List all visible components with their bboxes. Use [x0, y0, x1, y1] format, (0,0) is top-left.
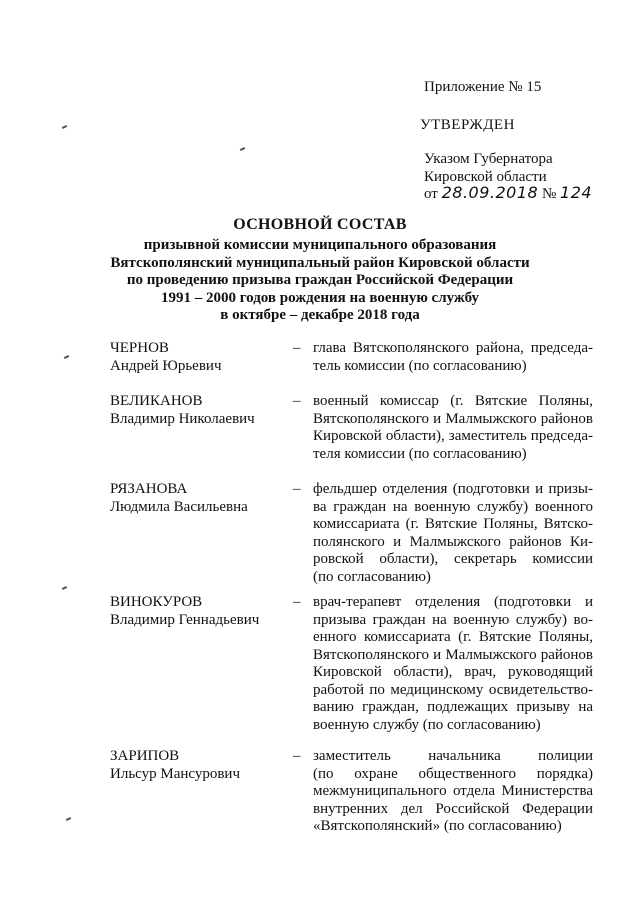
member-given-names: Людмила Васильевна: [110, 498, 248, 515]
decree-line-1: Указом Губернатора: [424, 151, 553, 167]
member-role-line: (по охране общественного порядка): [313, 765, 593, 782]
member-role-line: ванию граждан, подлежащих призыву на: [313, 699, 593, 715]
member-role-line: «Вятскополянский» (по согласованию): [313, 818, 562, 834]
scan-mark: [62, 586, 67, 590]
member-role-line: полянского и Малмыжского районов Ки-: [313, 533, 593, 550]
member-given-names: Андрей Юрьевич: [110, 357, 222, 374]
member-role-line: комиссариата (г. Вятские Поляны, Вятско-: [313, 516, 593, 532]
member-dash: –: [293, 393, 301, 409]
member-dash: –: [293, 748, 301, 764]
member-role-line: Вятскополянского и Малмыжского районов: [313, 410, 593, 427]
handwritten-number: 124: [560, 183, 593, 202]
member-name: [110, 594, 285, 629]
member-given-names: Владимир Николаевич: [110, 410, 255, 427]
handwritten-date: 28.09.2018: [441, 183, 539, 202]
member-name: [110, 340, 285, 375]
member-role: [313, 340, 593, 375]
subtitle-line: в октябре – декабре 2018 года: [220, 307, 420, 323]
member-role-line: военную службу (по согласованию): [313, 716, 541, 733]
approved-stamp-text: УТВЕРЖДЕН: [420, 117, 515, 133]
member-given-names: Ильсур Мансурович: [110, 765, 241, 782]
member-role-line: фельдшер отделения (подготовки и призы-: [313, 481, 593, 497]
member-role-line: врач-терапевт отделения (подготовки и: [313, 594, 593, 610]
scan-mark: [64, 355, 69, 359]
member-role: [313, 594, 593, 734]
subtitle-line: призывной комиссии муниципального образования: [143, 237, 497, 253]
member-role-line: ва граждан на военную службу) военного: [313, 498, 593, 515]
member-role: [313, 748, 593, 836]
member-role-line: работой по медицинскому освидетельство-: [313, 681, 593, 698]
member-given-names: Владимир Геннадьевич: [110, 611, 260, 628]
scan-mark: [66, 817, 71, 821]
member-role-line: ровской области), секретарь комиссии: [313, 551, 593, 567]
member-role-line: Вятскополянского и Малмыжского районов: [313, 646, 593, 663]
document-title: ОСНОВНОЙ СОСТАВ: [233, 216, 407, 233]
member-role-line: призыва граждан на военную службу) во-: [313, 611, 593, 628]
member-role-line: Кировской области), врач, руководящий: [313, 664, 593, 680]
member-role-line: военный комиссар (г. Вятские Поляны,: [313, 393, 593, 409]
member-role-line: заместитель начальника полиции: [313, 748, 593, 764]
member-role-line: глава Вятскополянского района, председа-: [313, 340, 593, 356]
member-role-line: (по согласованию): [313, 568, 431, 585]
decree-line-2: Кировской области: [424, 169, 547, 185]
member-role-line: внутренних дел Российской Федерации: [313, 800, 593, 817]
scan-mark: [62, 125, 67, 129]
member-role-line: тель комиссии (по согласованию): [313, 357, 527, 374]
number-prefix: №: [541, 186, 557, 202]
member-surname: ЗАРИПОВ: [110, 748, 180, 764]
scan-mark: [240, 147, 245, 151]
subtitle-line: 1991 – 2000 годов рождения на военную службу: [160, 289, 480, 306]
member-role: [313, 393, 593, 463]
document-subtitle: [0, 237, 640, 325]
appendix-label: Приложение № 15: [424, 79, 542, 95]
member-name: [110, 748, 285, 783]
subtitle-line: по проведению призыва граждан Российской Федерации: [126, 272, 514, 288]
date-prefix: от: [424, 186, 438, 202]
member-dash: –: [293, 481, 301, 497]
member-role-line: Кировской области), заместитель председа-: [313, 428, 593, 444]
member-role-line: межмуниципального отдела Министерства: [313, 783, 593, 799]
member-surname: ВИНОКУРОВ: [110, 594, 203, 610]
member-role: [313, 481, 593, 586]
subtitle-line: Вятскополянский муниципальный район Кировской области: [110, 254, 530, 271]
member-role-line: енного комиссариата (г. Вятские Поляны,: [313, 629, 593, 645]
member-dash: –: [293, 594, 301, 610]
decree-date-line: [424, 184, 592, 203]
member-name: [110, 393, 285, 428]
member-name: [110, 481, 285, 516]
member-dash: –: [293, 340, 301, 356]
member-surname: ВЕЛИКАНОВ: [110, 393, 203, 409]
member-surname: РЯЗАНОВА: [110, 481, 188, 497]
member-surname: ЧЕРНОВ: [110, 340, 169, 356]
member-role-line: теля комиссии (по согласованию): [313, 445, 527, 462]
